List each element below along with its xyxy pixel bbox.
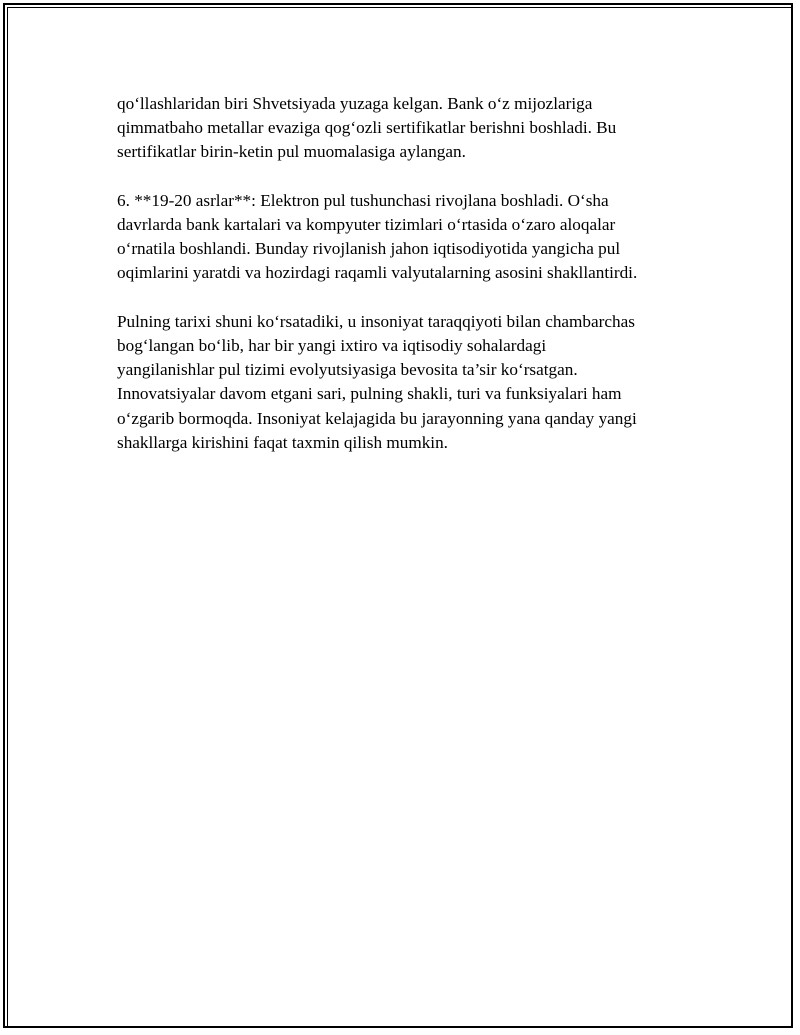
paragraph-conclusion: Pulning tarixi shuni ko‘rsatadiki, u insoniyat taraqqiyoti bilan chambarchas bog‘langan bo‘lib, har bir yangi ixtiro va iqtisodiy sohalardagi yangilanishlar pul tizimi evolyutsiyasiga bevosita ta’sir ko‘rsatgan. Innovatsiyalar davom etgani sari, pulning shakli, turi va funksiyalari ham o‘zgarib bormoqda. Insoniyat kelajagida bu jarayonning yana qanday yangi shakllarga kirishini faqat taxmin qilish mumkin. <box>117 311 637 452</box>
paragraph-swedish-certificates: qo‘llashlaridan biri Shvetsiyada yuzaga kelgan. Bank o‘z mijozlariga qimmatbaho metallar evaziga qog‘ozli sertifikatlar berishni boshladi. Bu sertifikatlar birin-ketin pul muomalasiga aylangan. <box>117 94 617 162</box>
paragraph-electronic-money: 6. **19-20 asrlar**: Elektron pul tushunchasi rivojlana boshladi. O‘sha davrlarda bank kartalari va kompyuter tizimlari o‘rtasida o‘zaro aloqalar o‘rnatila boshlandi. Bunday rivojlanish jahon iqtisodiyotida yangicha pul oqimlarini yaratdi va hozirdagi raqamli valyutalarning asosini shakllantirdi. <box>117 190 638 283</box>
document-body <box>117 92 687 479</box>
